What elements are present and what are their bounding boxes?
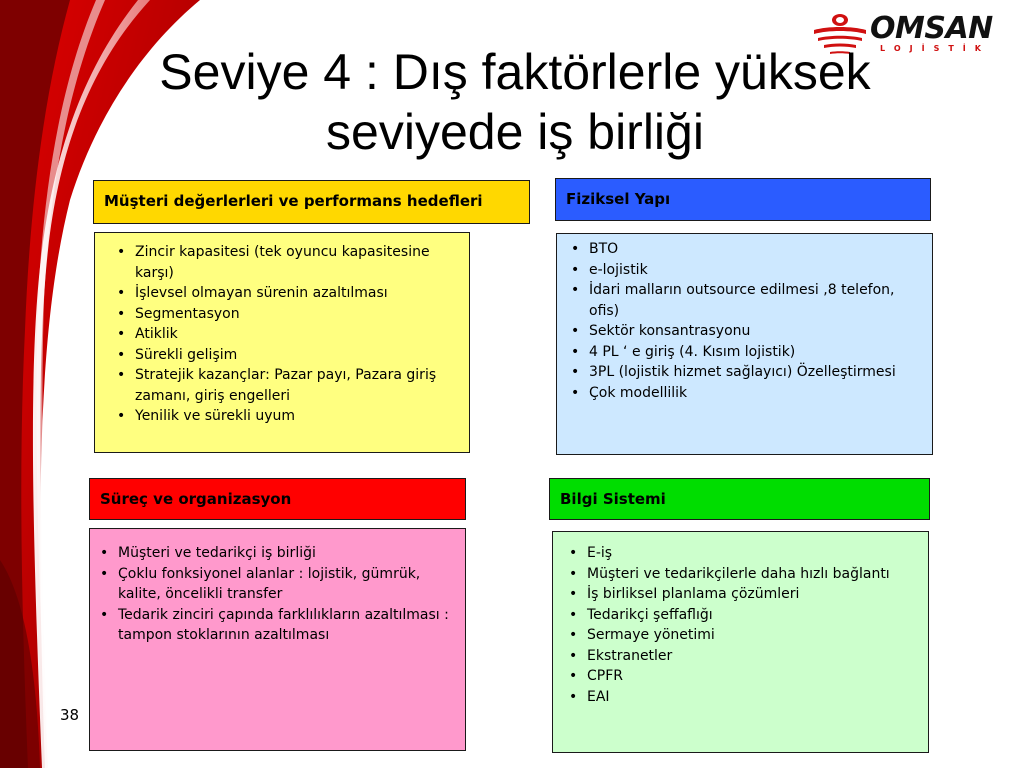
customer-values-header: Müşteri değerlerleri ve performans hedefleri — [93, 180, 530, 224]
list-item: • Çok modellilik — [563, 383, 926, 404]
slide-title — [40, 42, 990, 162]
list-item: • EAI — [561, 687, 922, 708]
list-item: • Zincir kapasitesi (tek oyuncu kapasitesine karşı) — [109, 242, 463, 283]
list-item: • Tedarikçi şeffaflığı — [561, 605, 922, 626]
process-organization-header: Süreç ve organizasyon — [89, 478, 466, 520]
list-item: • Sürekli gelişim — [109, 345, 463, 366]
logo-tagline: LOJİSTİK — [880, 44, 990, 53]
physical-structure-list — [563, 239, 926, 403]
list-item: • Sektör konsantrasyonu — [563, 321, 926, 342]
list-item: • İşlevsel olmayan sürenin azaltılması — [109, 283, 463, 304]
list-item: • CPFR — [561, 666, 922, 687]
list-item: • Çoklu fonksiyonel alanlar : lojistik, gümrük, kalite, öncelikli transfer — [92, 564, 459, 605]
information-system-header: Bilgi Sistemi — [549, 478, 930, 520]
list-item: • Tedarik zinciri çapında farklılıkların azaltılması : tampon stoklarının azaltılması — [92, 605, 459, 646]
list-item: • İş birlikseI planlama çözümleri — [561, 584, 922, 605]
list-item: • Yenilik ve sürekli uyum — [109, 406, 463, 427]
information-system-box — [552, 531, 929, 753]
list-item: • Müşteri ve tedarikçi iş birliği — [92, 543, 459, 564]
list-item: • E-iş — [561, 543, 922, 564]
list-item: • Segmentasyon — [109, 304, 463, 325]
list-item: • Müşteri ve tedarikçilerle daha hızlı bağlantı — [561, 564, 922, 585]
customer-values-list — [109, 242, 463, 427]
list-item: • Stratejik kazançlar: Pazar payı, Pazara giriş zamanı, giriş engelleri — [109, 365, 463, 406]
list-item: • BTO — [563, 239, 926, 260]
list-item: • e-lojistik — [563, 260, 926, 281]
physical-structure-header: Fiziksel Yapı — [555, 178, 931, 221]
process-organization-list — [92, 543, 459, 646]
physical-structure-box — [556, 233, 933, 455]
title-line-1: Seviye 4 : Dış faktörlerle yüksek — [159, 44, 871, 100]
list-item: • 3PL (lojistik hizmet sağlayıcı) Özelleştirmesi — [563, 362, 926, 383]
information-system-list — [561, 543, 922, 707]
logo-brand-text: OMSAN — [870, 11, 993, 46]
list-item: • İdari malların outsource edilmesi ,8 telefon, ofis) — [563, 280, 926, 321]
process-organization-box — [89, 528, 466, 751]
list-item: • Sermaye yönetimi — [561, 625, 922, 646]
list-item: • 4 PL ‘ e giriş (4. Kısım lojistik) — [563, 342, 926, 363]
customer-values-box — [94, 232, 470, 453]
list-item: • Atiklik — [109, 324, 463, 345]
page-number: 38 — [60, 706, 80, 724]
list-item: • Ekstranetler — [561, 646, 922, 667]
title-line-2: seviyede iş birliği — [326, 104, 704, 160]
